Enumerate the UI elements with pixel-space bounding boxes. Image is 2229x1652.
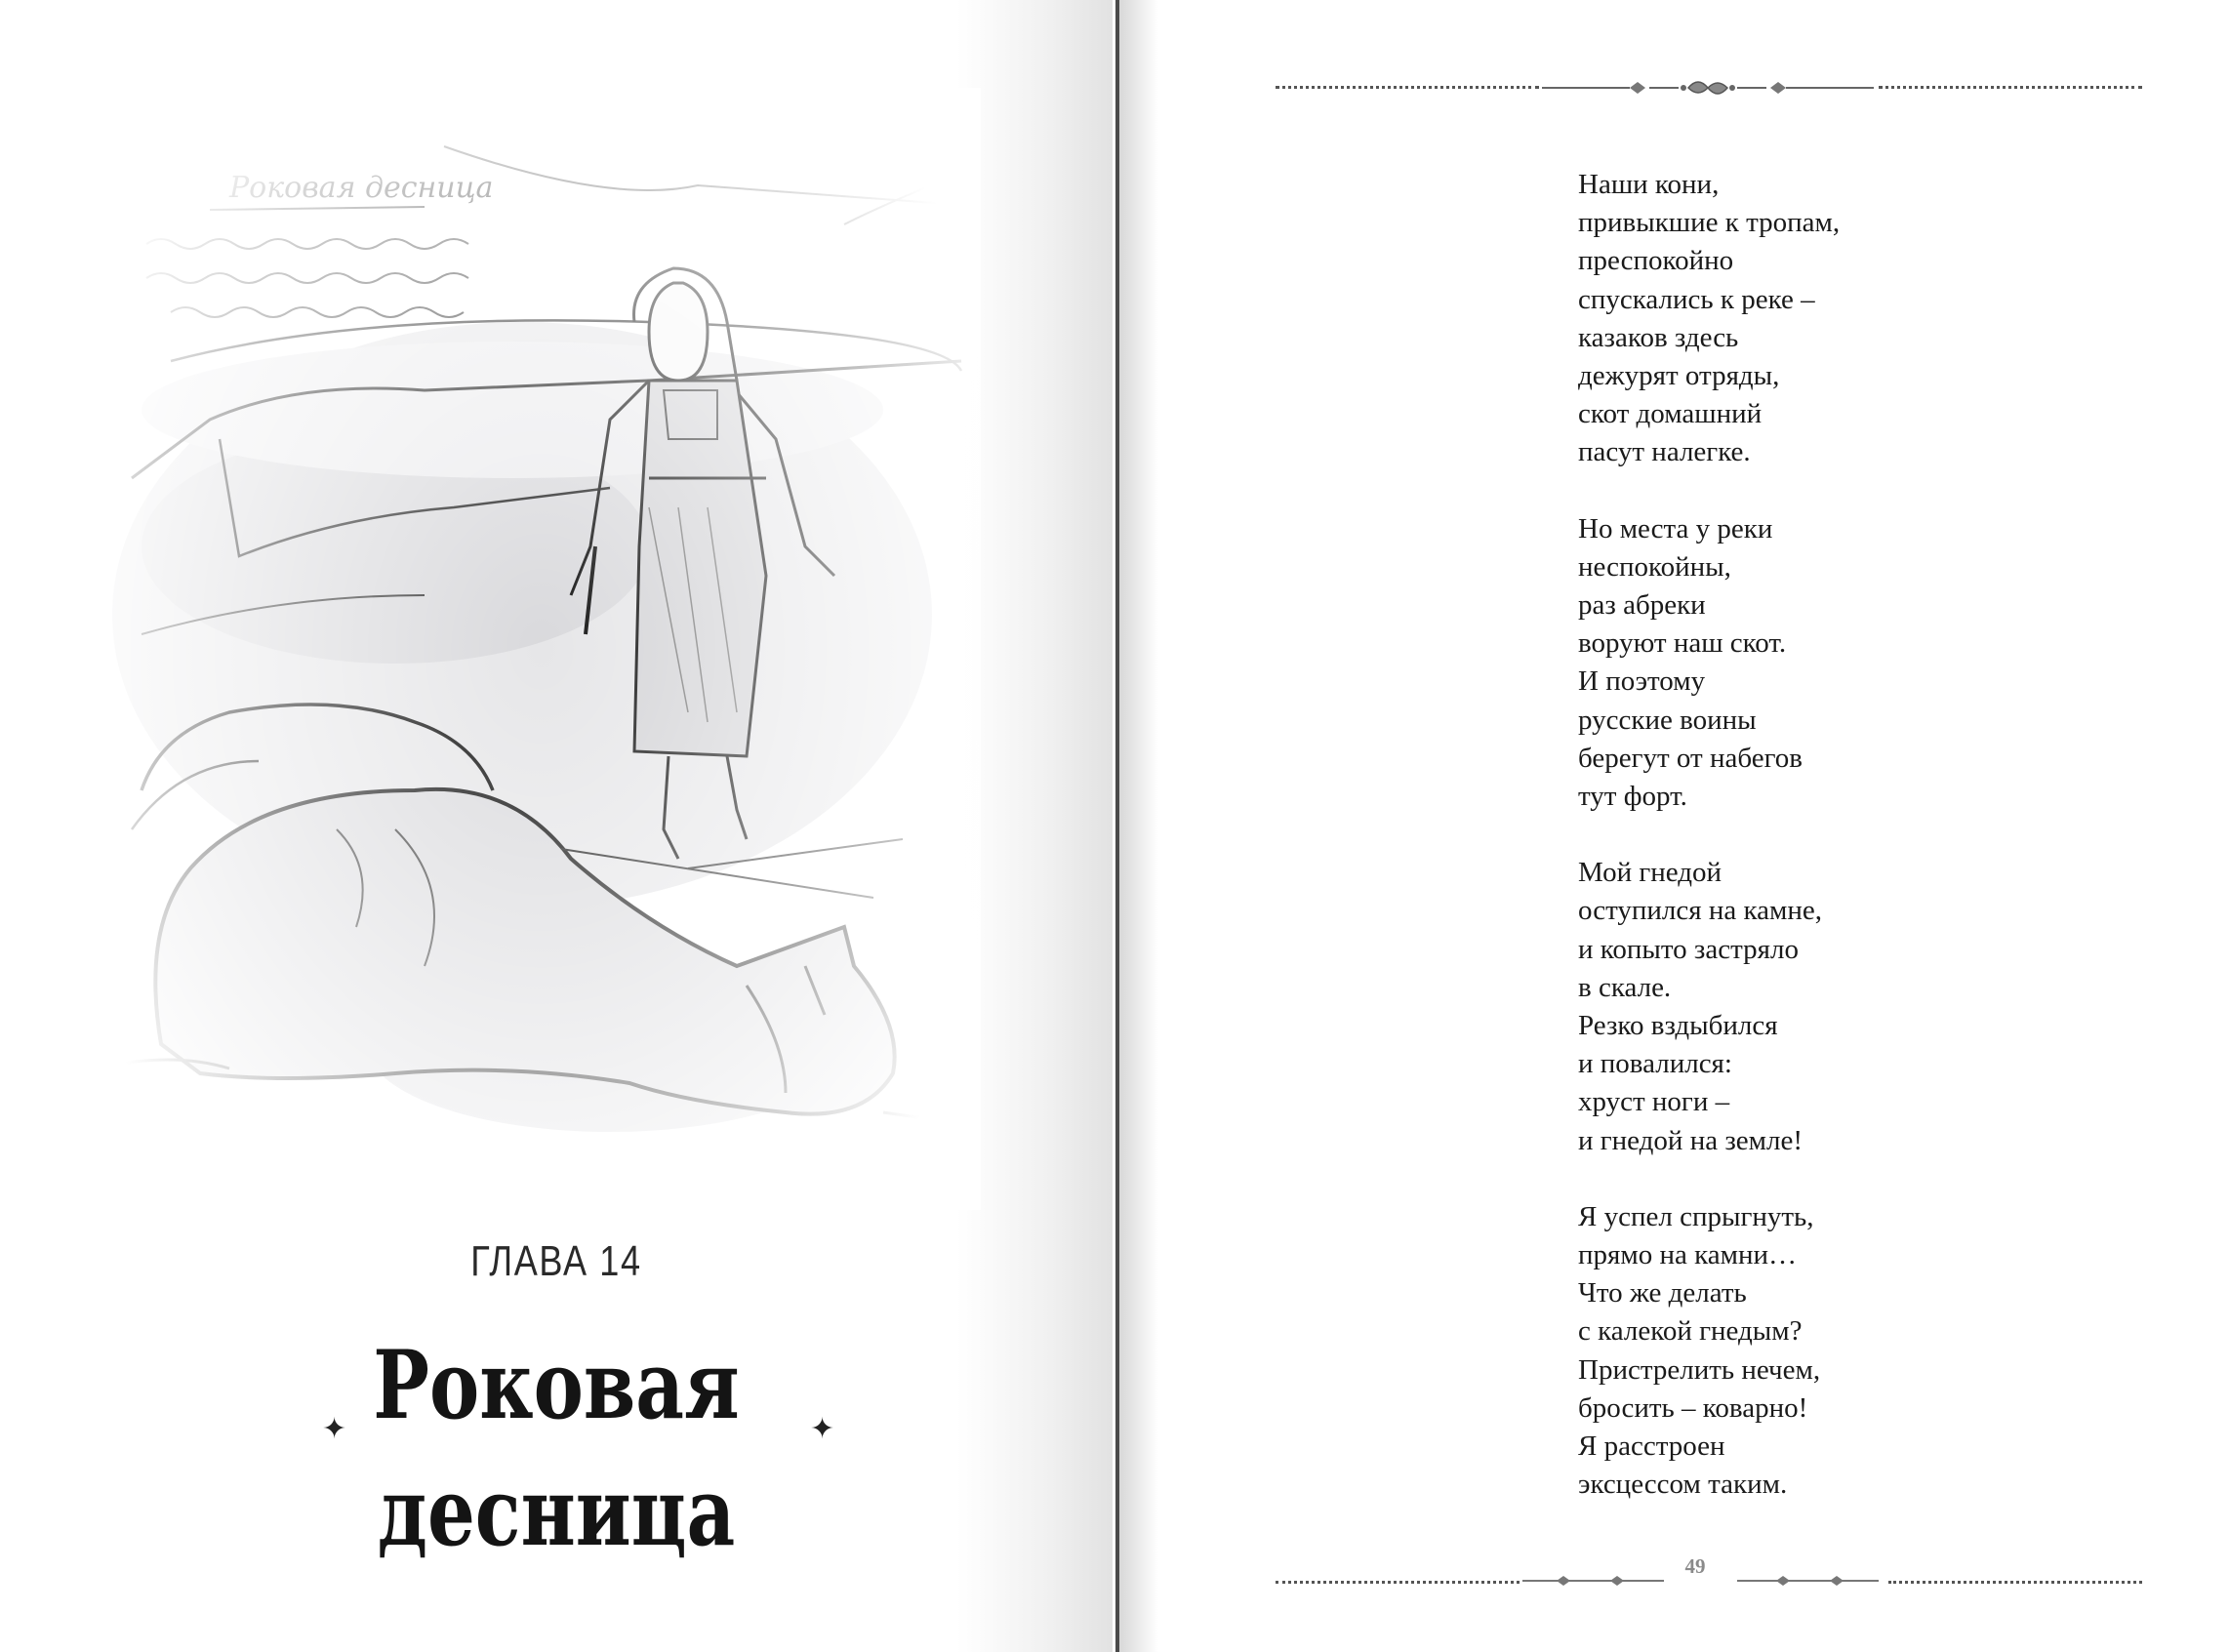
- poem-stanza-2: [1578, 510, 1988, 817]
- left-page: [0, 0, 1113, 1652]
- poem-line: и копыто застряло: [1578, 933, 1799, 965]
- poem-line: берегут от набегов: [1578, 742, 1803, 774]
- poem-line: оступился на камне,: [1578, 895, 1823, 927]
- footer-flourish-right: [1727, 1564, 1884, 1597]
- poem-line: в скале.: [1578, 971, 1672, 1003]
- poem-line: прямо на камни…: [1578, 1239, 1798, 1271]
- poem-stanza-3: [1578, 854, 1988, 1160]
- page-number: 49: [1684, 1554, 1706, 1578]
- poem-line: с калекой гнедым?: [1578, 1315, 1803, 1348]
- poem-line: русские воины: [1578, 704, 1757, 736]
- poem-line: и повалился:: [1578, 1048, 1732, 1080]
- header-dotted-rule-right: [1879, 86, 2142, 89]
- footer-dotted-rule-left: [1276, 1581, 1520, 1584]
- poem-line: Но места у реки: [1578, 512, 1773, 544]
- poem-line: хруст ноги –: [1578, 1086, 1730, 1118]
- poem-line: бросить – коварно!: [1578, 1391, 1808, 1424]
- poem-line: преспокойно: [1578, 245, 1734, 277]
- poem-line: скот домашний: [1578, 398, 1763, 430]
- right-star-ornament: ✦: [810, 1412, 835, 1446]
- spine-shadow: [1119, 0, 1158, 1652]
- sketch-drawing: [102, 88, 981, 1210]
- poem-line: пасут налегке.: [1578, 436, 1751, 468]
- poem-line: эксцессом таким.: [1578, 1469, 1788, 1501]
- chapter-title-line1: Роковая: [373, 1330, 740, 1440]
- chapter-illustration: [102, 88, 981, 1210]
- poem-line: Наши кони,: [1578, 169, 1720, 200]
- poem-line: Мой гнедой: [1578, 857, 1722, 889]
- poem-line: раз абреки: [1578, 589, 1706, 622]
- poem-line: спускались к реке –: [1578, 283, 1815, 315]
- poem-line: И поэтому: [1578, 665, 1706, 698]
- footer-flourish-left: [1518, 1564, 1674, 1597]
- chapter-label: ГЛАВА 14: [470, 1237, 642, 1285]
- footer-dotted-rule-right: [1888, 1581, 2142, 1584]
- poem-stanza-1: [1578, 166, 1988, 472]
- poem-line: Что же делать: [1578, 1277, 1747, 1310]
- poem-line: дежурят отряды,: [1578, 360, 1780, 392]
- poem-line: Резко вздыбился: [1578, 1010, 1778, 1042]
- poem-line: привыкшие к тропам,: [1578, 207, 1841, 239]
- poem-line: Пристрелить нечем,: [1578, 1353, 1821, 1386]
- left-star-ornament: ✦: [322, 1412, 347, 1446]
- header-flourish-ornament: [1532, 68, 1884, 107]
- poem-line: тут форт.: [1578, 781, 1687, 813]
- header-dotted-rule-left: [1276, 86, 1539, 89]
- poem-line: воруют наш скот.: [1578, 627, 1787, 660]
- chapter-title-line2: десница: [377, 1457, 736, 1567]
- poem-line: неспокойны,: [1578, 550, 1731, 583]
- poem-line: казаков здесь: [1578, 321, 1739, 353]
- poem-text: [1578, 166, 1988, 1543]
- poem-line: и гнедой на земле!: [1578, 1124, 1803, 1156]
- poem-line: Я успел спрыгнуть,: [1578, 1200, 1814, 1232]
- poem-stanza-4: [1578, 1198, 1988, 1505]
- poem-line: Я расстроен: [1578, 1430, 1725, 1463]
- chapter-title: [293, 1322, 820, 1576]
